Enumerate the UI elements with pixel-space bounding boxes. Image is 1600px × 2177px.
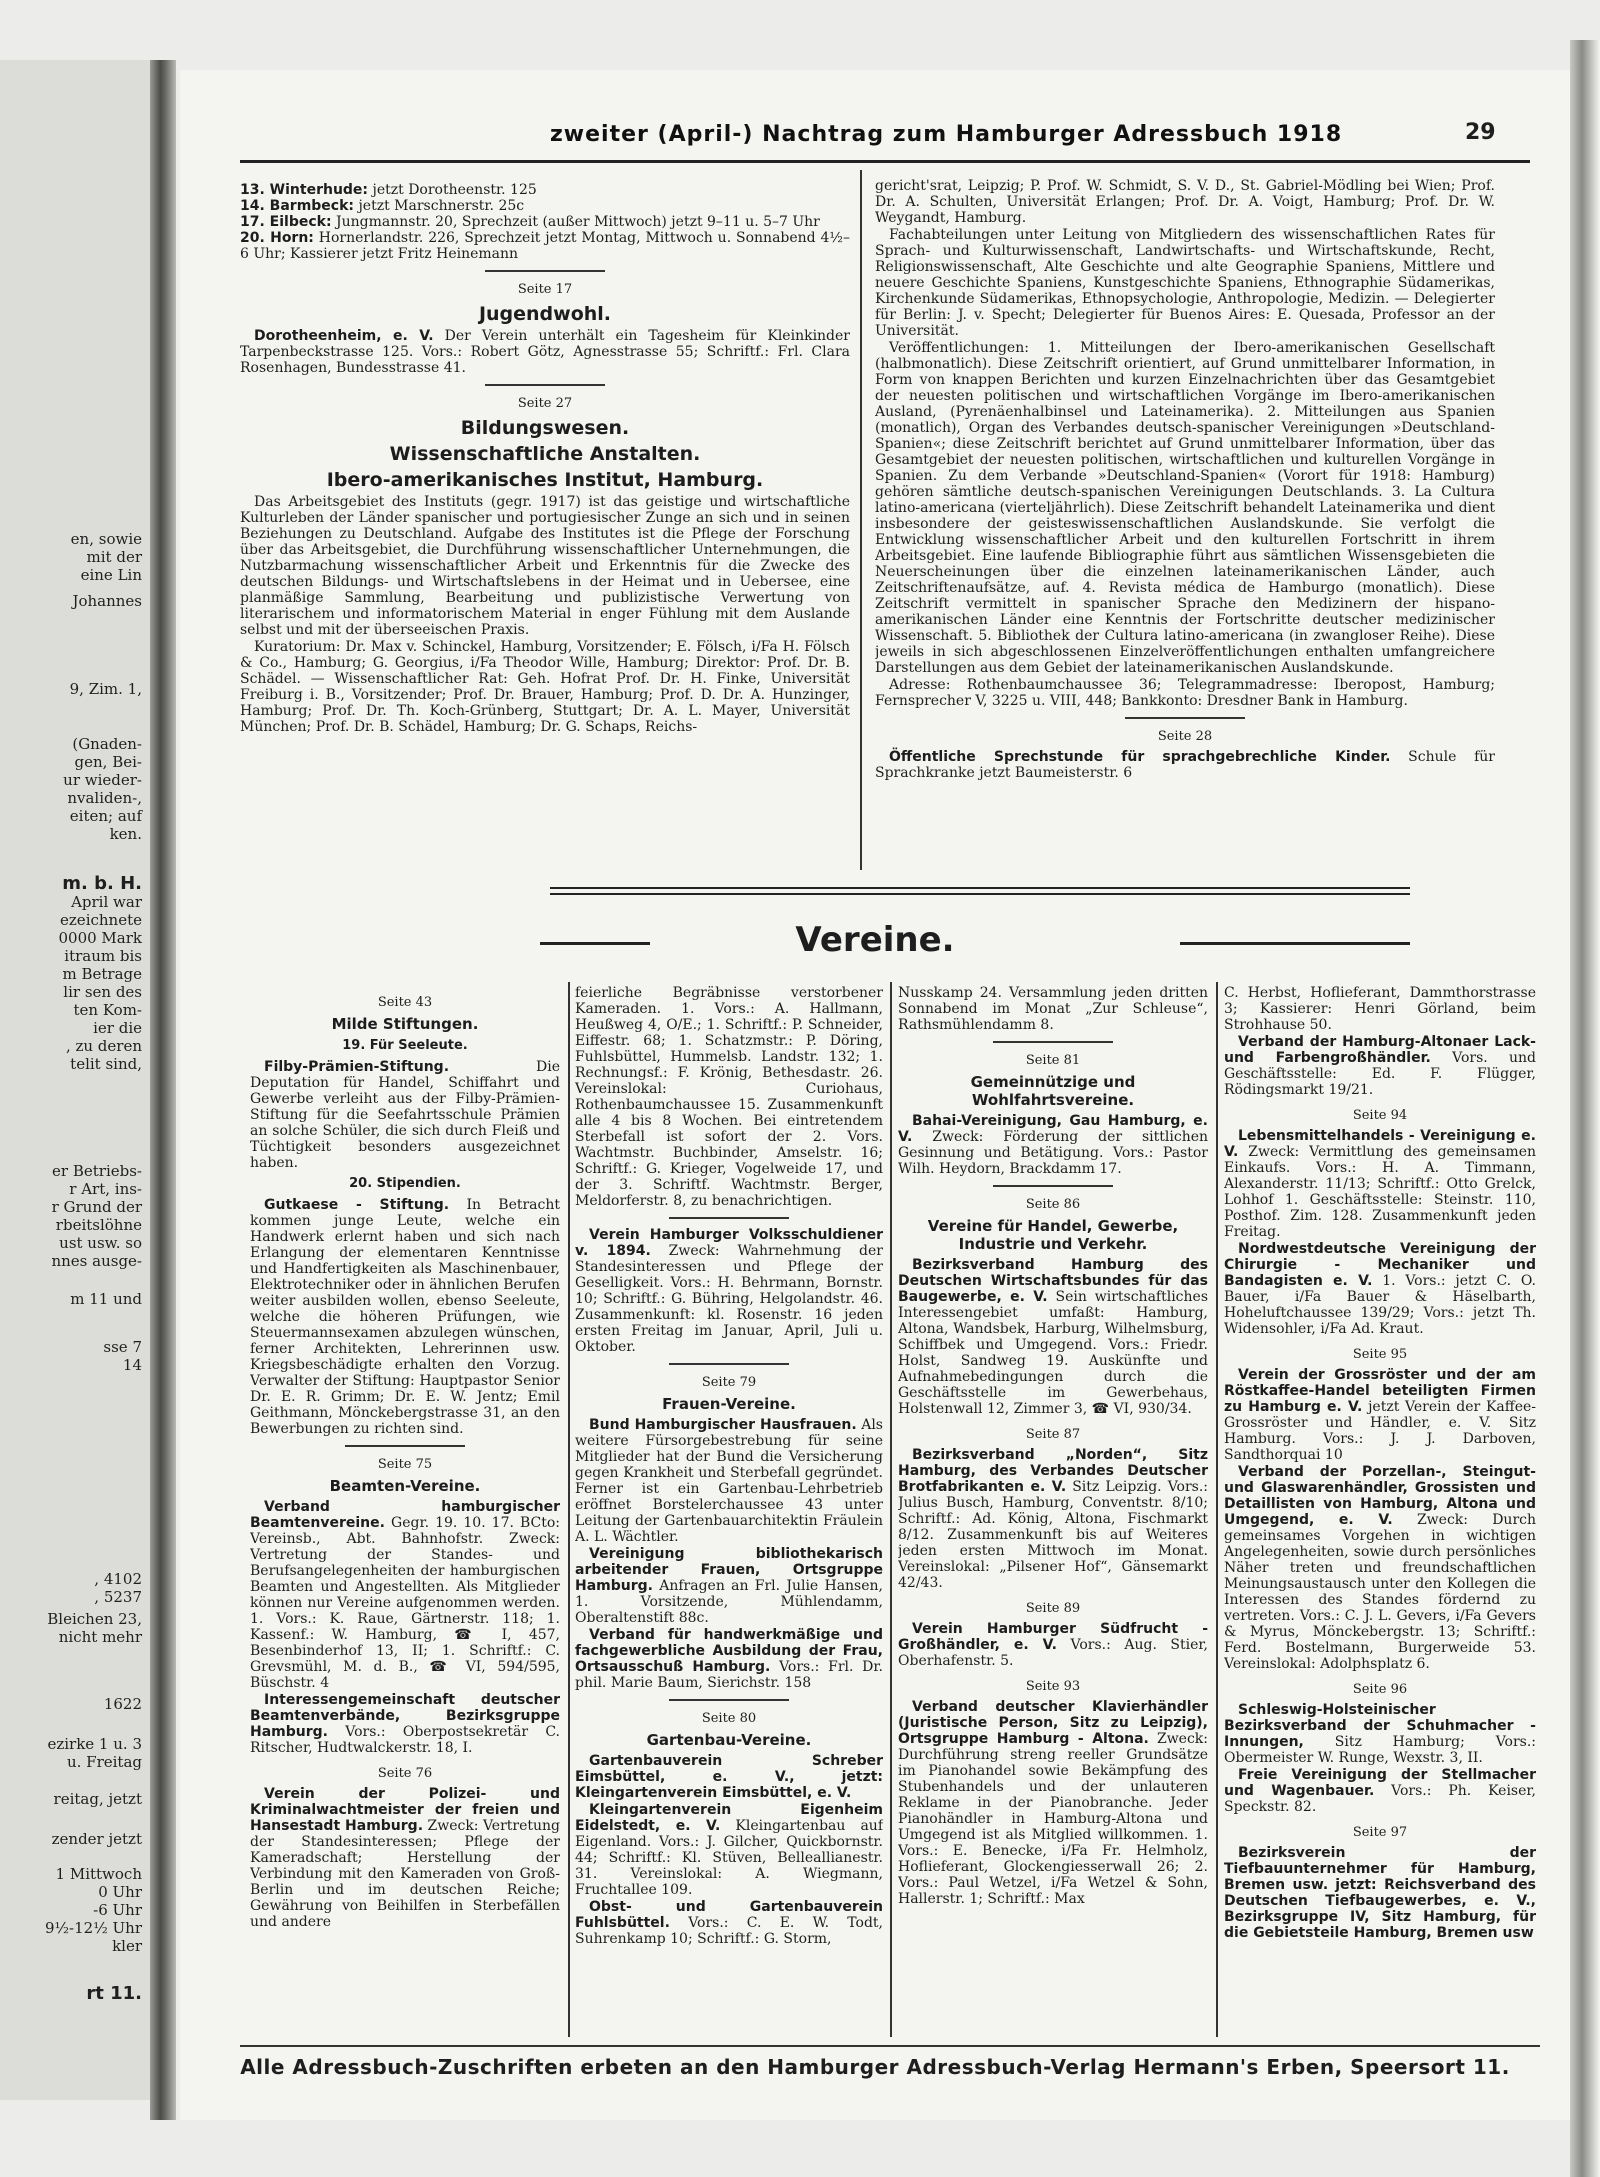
page-reference: Seite 79 [701,1375,757,1390]
adjacent-page-text: u. Freitag [66,1753,142,1771]
column-divider [1216,982,1218,2037]
adjacent-page-text: er Betriebs- [52,1162,142,1180]
double-rule [550,887,1410,895]
adjacent-page-text: m Betrage [62,965,142,983]
adjacent-page-strip [0,60,150,2100]
entry: Nordwestdeutsche Vereinigung der Chirurgie - Mechaniker und Bandagisten e. V. 1. Vors.: jetzt C. O. Bauer, i/Fa Bauer & Häselbarth, Hoheluftchaussee 139/29; Vors.: jetzt Th. Widensohler, i/Fa Ad. Kraut. [1224,1241,1536,1337]
section-heading: Milde Stiftungen. [331,1015,479,1033]
adjacent-page-text: 0 Uhr [98,1883,142,1901]
column-divider [860,170,862,870]
adjacent-page-text: en, sowie [70,530,142,548]
subsection-heading: 20. Stipendien. [349,1176,461,1191]
page-edge [1570,40,1600,2177]
footer-notice: Alle Adressbuch-Zuschriften erbeten an den Hamburger Adressbuch-Verlag Hermann's Erben, Speersort 11. [240,2055,1510,2079]
page-reference: Seite 86 [1025,1197,1081,1212]
entry: Gutkaese - Stiftung. In Betracht kommen junge Leute, welche ein Handwerk erlernt haben und sich nach Erlangung der elementaren Kenntnisse und Handfertigkeiten als Maschinenbauer, Elektrotechniker oder in ähnlichen Berufen weiter ausbilden wollen, ebenso Seeleute, welche die höheren Prüfungen, wie Steuermannsexamen abzulegen wünschen, ferner Architekten, Lehrerinnen usw. Kriegsbeschädigte erhalten den Vorzug. Verwalter der Stiftung: Hauptpastor Senior Dr. E. R. Grimm; Dr. E. W. Jentz; Emil Geithmann, Mönckebergstrasse 31, an den Bewerbungen zu richten sind. [250,1197,560,1437]
paragraph: Das Arbeitsgebiet des Instituts (gegr. 1917) ist das geistige und wirtschaftliche Kulturleben der Länder spanischer und portugiesischer Zunge an sich und in seinen Beziehungen zu Deutschland. Aufgabe des Institutes ist die Pflege der Forschung über das Arbeitsgebiet, die Durchführung wissenschaftlicher Unternehmungen, die Nutzbarmachung wissenschaftlicher Arbeit und Erkenntnis für die Zwecke des deutschen Bildungs- und Wirtschaftslebens in der Heimat und in Uebersee, eine planmäßige Sammlung, Bearbeitung und publizistische Verwertung von literarischem und informatorischem Material in enger Fühlung mit dem Auslande selbst und mit der überseeischen Praxis. [240,494,850,638]
title-rule-right [1180,942,1410,945]
adjacent-page-text: r Grund der [51,1198,142,1216]
section-heading: Ibero-amerikanisches Institut, Hamburg. [326,469,764,491]
adjacent-page-text: m 11 und [70,1290,142,1308]
entry: Verein Hamburger Volksschuldiener v. 1894. Zweck: Wahrnehmung der Standesinteressen und Pflege der Geselligkeit. Vors.: H. Behrmann, Bornstr. 10; Schriftf.: G. Bühring, Helgolandstr. 46. Zusammenkunft: kl. Rosenstr. 16 jeden ersten Freitag im Januar, April, Juli u. Oktober. [575,1227,883,1355]
page-reference: Seite 81 [1025,1053,1081,1068]
entry: Verband der Hamburg-Altonaer Lack- und Farbengroßhändler. Vors. und Geschäftsstelle: Ed. F. Flügger, Rödingsmarkt 19/21. [1224,1034,1536,1098]
entry: Kleingartenverein Eigenheim Eidelstedt, e. V. Kleingartenbau auf Eigenland. Vors.: J. Gilcher, Quickbornstr. 44; Schriftf.: Kl. Stüven, Belleallianestr. 31. Vereinslokal: A. Wiegmann, Fruchtallee 109. [575,1802,883,1898]
adjacent-page-text: 1622 [103,1695,142,1713]
adjacent-page-text: reitag, jetzt [53,1790,142,1808]
running-header: zweiter (April-) Nachtrag zum Hamburger Adressbuch 1918 [550,122,1343,147]
section-heading: Beamten-Vereine. [329,1477,481,1495]
list-item: 17. Eilbeck: Jungmannstr. 20, Sprechzeit (außer Mittwoch) jetzt 9–11 u. 5–7 Uhr [240,214,820,230]
adjacent-page-text: ezeichnete [60,911,142,929]
paragraph: feierliche Begräbnisse verstorbener Kameraden. 1. Vors.: A. Hallmann, Heußweg 4, O/E.; 1. Schriftf.: P. Schneider, Eiffestr. 68; 1. Schatzmstr.: P. Döring, Fuhlsbüttel, Hummelsb. Landstr. 132; 1. Rechnungsf.: F. Krönig, Bethesdastr. 26. Vereinslokal: Curiohaus, Rothenbaumchaussee 15. Zusammenkunft alle 4 bis 8 Wochen. Bei eintretendem Sterbefall ist sofort der 2. Vors. Wachtmstr. Buchbinder, Amselstr. 16; Schriftf.: G. Krieger, Vogelweide 17, und der 3. Schriftf. Wachtmstr. Berger, Meldorferstr. 8, zu benachrichtigen. [575,985,883,1209]
entry: Interessengemeinschaft deutscher Beamtenverbände, Bezirksgruppe Hamburg. Vors.: Oberpostsekretär C. Ritscher, Hudtwalckerstr. 18, I. [250,1692,560,1756]
adjacent-page-text: (Gnaden- [72,735,142,753]
adjacent-page-text: m. b. H. [62,873,142,894]
adjacent-page-text: ier die [93,1019,142,1037]
page-reference: Seite 87 [1025,1427,1081,1442]
book-binding [150,60,176,2120]
adjacent-page-text: Bleichen 23, [47,1610,142,1628]
page-reference: Seite 95 [1352,1347,1408,1362]
page-reference: Seite 89 [1025,1601,1081,1616]
adjacent-page-text: nnes ausge- [51,1252,142,1270]
adjacent-page-text: rt 11. [86,1983,142,2004]
page-reference: Seite 96 [1352,1682,1408,1697]
adjacent-page-text: Johannes [72,592,142,610]
section-heading: Wissenschaftliche Anstalten. [389,443,701,465]
section-heading: Gemeinnützige und Wohlfahrtsvereine. [970,1073,1136,1109]
section-rule [345,1445,465,1447]
entry: Filby-Prämien-Stiftung. Die Deputation für Handel, Schiffahrt und Gewerbe verleiht aus der Filby-Prämien-Stiftung für die Seefahrtsschule Prämien an solche Schüler, die sich durch Fleiß und Tüchtigkeit besonders ausgezeichnet haben. [250,1059,560,1171]
section-rule [1125,717,1245,719]
vereine-column-4 [1224,985,1536,2035]
adjacent-page-text: nicht mehr [58,1628,142,1646]
page-reference: Seite 93 [1025,1679,1081,1694]
list-item: 20. Horn: Hornerlandstr. 226, Sprechzeit jetzt Montag, Mittwoch u. Sonnabend 4½–6 Uhr; Kassierer jetzt Fritz Heinemann [240,230,850,262]
subsection-heading: 19. Für Seeleute. [342,1038,468,1053]
adjacent-page-text: telit sind, [70,1055,142,1073]
adjacent-page-text: 0000 Mark [58,929,142,947]
top-right-column [875,178,1495,878]
entry: Verband deutscher Klavierhändler (Juristische Person, Sitz zu Leipzig), Ortsgruppe Hamburg - Altona. Zweck: Durchführung streng reeller Grundsätze im Pianohandel sowie Bekämpfung des Stubenhandels und der unlauteren Reklame in der Pianobranche. Jeder Pianohändler in Hamburg-Altona und Umgegend ist als Mitglied willkommen. 1. Vors.: E. Benecke, i/Fa Fr. Helmholz, Hoflieferant, Glockengiesserwall 26; 2. Vors.: Paul Wetzel, i/Fa Wetzel & Sohn, Hallerstr. 1; Schriftf.: Max [898,1699,1208,1907]
adjacent-page-text: 9½-12½ Uhr [44,1919,142,1937]
entry: Obst- und Gartenbauverein Fuhlsbüttel. Vors.: C. E. W. Todt, Suhrenkamp 10; Schriftf.: G. Storm, [575,1899,883,1947]
adjacent-page-text: lir sen des [63,983,142,1001]
entry: Verein der Grossröster und der am Röstkaffee-Handel beteiligten Firmen zu Hamburg e. V. jetzt Verein der Kaffee-Grossröster und Händler, e. V. Sitz Hamburg. Vors.: J. J. Darboven, Sandthorquai 10 [1224,1367,1536,1463]
entry: Verein Hamburger Südfrucht - Großhändler, e. V. Vors.: Aug. Stier, Oberhafenstr. 5. [898,1621,1208,1669]
paragraph: gericht'srat, Leipzig; P. Prof. W. Schmidt, S. V. D., St. Gabriel-Mödling bei Wien; Prof. Dr. A. Schulten, Universität Erlangen; Prof. Dr. A. Voigt, Hamburg; Prof. Dr. W. Weygandt, Hamburg. [875,178,1495,226]
entry: Vereinigung bibliothekarisch arbeitender Frauen, Ortsgruppe Hamburg. Anfragen an Frl. Julie Hansen, 1. Vorsitzende, Mühlendamm, Oberaltenstift 88c. [575,1546,883,1626]
document-page [180,70,1570,2120]
section-heading: Bildungswesen. [460,417,630,439]
page-reference: Seite 94 [1352,1108,1408,1123]
page-reference: Seite 43 [377,995,433,1010]
entry: Bahai-Vereinigung, Gau Hamburg, e. V. Zweck: Förderung der sittlichen Gesinnung und Betätigung. Vors.: Pastor Wilh. Heydorn, Brackdamm 17. [898,1113,1208,1177]
entry: Öffentliche Sprechstunde für sprachgebrechliche Kinder. Schule für Sprachkranke jetzt Baumeisterstr. 6 [875,749,1495,781]
entry: Bezirksverband „Norden“, Sitz Hamburg, des Verbandes Deutscher Brotfabrikanten e. V. Sitz Leipzig. Vors.: Julius Busch, Hamburg, Conventstr. 8/10; Schriftf.: Ad. König, Altona, Fischmarkt 8/12. Zusammenkunft bis auf Weiteres jeden ersten Mittwoch im Monat. Vereinslokal: „Pilsener Hof“, Gänsemarkt 42/43. [898,1447,1208,1591]
column-divider [568,982,570,2037]
page-reference: Seite 27 [517,396,573,411]
top-left-column [240,182,850,872]
vereine-column-1 [250,985,560,2035]
page-reference: Seite 17 [517,282,573,297]
adjacent-page-text: rbeitslöhne [55,1216,142,1234]
entry: Freie Vereinigung der Stellmacher und Wagenbauer. Vors.: Ph. Keiser, Speckstr. 82. [1224,1767,1536,1815]
adjacent-page-text: kler [112,1937,142,1955]
vereine-heading: Vereine. [650,920,1100,960]
adjacent-page-text: 9, Zim. 1, [69,680,142,698]
adjacent-page-text: , 5237 [94,1588,142,1606]
adjacent-page-text: itraum bis [64,947,142,965]
adjacent-page-text: ezirke 1 u. 3 [47,1735,142,1753]
header-rule [240,160,1530,163]
adjacent-page-text: gen, Bei- [74,753,142,771]
page-reference: Seite 80 [701,1711,757,1726]
section-rule [993,1041,1113,1043]
section-rule [485,270,605,272]
adjacent-page-text: eiten; auf [69,807,142,825]
page-reference: Seite 28 [1157,729,1213,744]
section-heading: Frauen-Vereine. [662,1395,796,1413]
entry: Verband für handwerkmäßige und fachgewerbliche Ausbildung der Frau, Ortsausschuß Hamburg. Vors.: Frl. Dr. phil. Marie Baum, Sierichstr. 158 [575,1627,883,1691]
page-reference: Seite 75 [377,1457,433,1472]
entry: Schleswig-Holsteinischer Bezirksverband der Schuhmacher - Innungen, Sitz Hamburg; Vors.: Obermeister W. Runge, Wexstr. 3, II. [1224,1702,1536,1766]
section-heading: Gartenbau-Vereine. [646,1731,812,1749]
page-reference: Seite 76 [377,1766,433,1781]
adjacent-page-text: sse 7 [103,1338,142,1356]
paragraph: Fachabteilungen unter Leitung von Mitgliedern des wissenschaftlichen Rates für Sprach- und Kulturwissenschaft, Landwirtschafts- und Wirtschaftskunde, Recht, Religionswissenschaft, Alte Geschichte und alte Geographie Spaniens, Mittlere und neuere Geschichte Spaniens, Kunstgeschichte Spaniens, Ethnographie Südamerikas, Kirchenkunde Südamerikas, Ethnopsychologie, Anthropologie, Medizin. — Delegierter für Berlin: J. v. Specht; Delegierter für Buenos Aires: E. Quesada, Professor an der Universität. [875,227,1495,339]
adjacent-page-text: zender jetzt [51,1830,142,1848]
adjacent-page-text: , 4102 [94,1570,142,1588]
adjacent-page-text: r Art, ins- [69,1180,142,1198]
entry: Verband der Porzellan-, Steingut- und Glaswarenhändler, Grossisten und Detaillisten von Hamburg, Altona und Umgegend, e. V. Zweck: Durch gemeinsames Vorgehen in wichtigen Angelegenheiten, sowie durch persönliches Näher treten und freundschaftlichen Meinungsaustausch unter den Kollegen die Interessen des Standes fördernd zu vertreten. Vors.: C. J. L. Gevers, i/Fa Gevers & Myrus, Mönckebergstr. 13; Schriftf.: Ferd. Bostelmann, Burgerweide 53. Vereinslokal: Adolphsplatz 6. [1224,1464,1536,1672]
paragraph: Adresse: Rothenbaumchaussee 36; Telegrammadresse: Iberopost, Hamburg; Fernsprecher V, 3225 u. VIII, 448; Bankkonto: Dresdner Bank in Hamburg. [875,677,1495,709]
paragraph: Kuratorium: Dr. Max v. Schinckel, Hamburg, Vorsitzender; E. Fölsch, i/Fa H. Fölsch & Co., Hamburg; G. Georgius, i/Fa Theodor Wille, Hamburg; Direktor: Prof. Dr. B. Schädel. — Wissenschaftlicher Rat: Geh. Hofrat Prof. Dr. H. Finke, Universität Freiburg i. B., Vorsitzender; Prof. Dr. Brauer, Hamburg; Prof. D. Dr. A. Hunzinger, Hamburg; Prof. Dr. Th. Koch-Grünberg, Stuttgart; Dr. A. L. Mayer, Universität München; Prof. Dr. B. Schädel, Hamburg; Dr. G. Schaps, Reichs- [240,639,850,735]
district-list [240,182,850,262]
entry: Bund Hamburgischer Hausfrauen. Als weitere Fürsorgebestrebung für seine Mitglieder hat der Bund die Versicherung gegen Krankheit und Sterbefall gegründet. Ferner ist ein Gartenbau-Lehrbetrieb eröffnet Borstelerchaussee 43 unter Leitung der Gartenbauarchitektin Fräulein A. L. Wächtler. [575,1417,883,1545]
adjacent-page-text: ken. [109,825,142,843]
adjacent-page-text: ur wieder- [63,771,142,789]
entry: Bezirksverein der Tiefbauunternehmer für Hamburg, Bremen usw. jetzt: Reichsverband des Deutschen Tiefbaugewerbes, e. V., Bezirksgruppe IV, Sitz Hamburg, für die Gebietsteile Hamburg, Bremen usw [1224,1845,1536,1941]
adjacent-page-text: mit der [86,548,142,566]
section-rule [669,1699,789,1701]
section-rule [669,1363,789,1365]
adjacent-page-text: ten Kom- [73,1001,142,1019]
adjacent-page-text: 1 Mittwoch [55,1865,142,1883]
adjacent-page-text: April war [71,893,142,911]
list-item: 14. Barmbeck: jetzt Marschnerstr. 25c [240,198,525,214]
vereine-column-3 [898,985,1208,2035]
section-rule [669,1217,789,1219]
column-divider [890,982,892,2037]
paragraph: Veröffentlichungen: 1. Mitteilungen der Ibero-amerikanischen Gesellschaft (halbmonatlich). Diese Zeitschrift orientiert, auf Grund unmittelbarer Information, in Form von knappen Berichten und kurzen Einzelnachrichten über das Gesamtgebiet der neuesten politischen und wirtschaftlichen Vorgänge im Ibero-amerikanischen Ausland, (Pyrenäenhalbinsel und Lateinamerika). 2. Mitteilungen aus Spanien (monatlich), Organ des Verbandes deutsch-spanischer Vereinigungen »Deutschland-Spanien«; diese Zeitschrift berichtet auf Grund unmittelbarer Information, über das Gesamtgebiet der neuesten politischen, wirtschaftlichen und kulturellen Vorgänge in Spanien. Zu dem Verbande »Deutschland-Spanien« (Vorort für 1918: Hamburg) gehören sämtliche deutsch-spanischen Vereinigungen Deutschlands. 3. La Cultura latino-americana (vierteljährlich). Diese Zeitschrift behandelt Lateinamerika und dient insbesondere der geisteswissenschaftlichen Auslandskunde. Sie verfolgt die Entwicklung wissenschaftlicher Arbeit und den kulturellen Fortschritt in ihrem Arbeitsgebiet. Eine laufende Bibliographie führt aus sämtlichen Wissensgebieten die Neuerscheinungen über die einzelnen lateinamerikanischen Länder, auch Zeitschriftenaufsätze, auf. 4. Revista médica de Hamburgo (monatlich). Diese Zeitschrift vermittelt in spanischer Sprache den Medizinern der hispano-amerikanischen Länder eine Kenntnis der Fortschritte deutscher medizinischer Wissenschaft. 5. Bibliothek der Cultura latino-americana (in zwangloser Reihe). Diese jeweils in sich abgeschlossenen Einzelveröffentlichungen enthalten umfangreichere Darstellungen aus dem Gebiet der lateinamerikanischen Auslandskunde. [875,340,1495,676]
paragraph: C. Herbst, Hoflieferant, Dammthorstrasse 3; Kassierer: Henri Görland, beim Strohhause 50. [1224,985,1536,1033]
adjacent-page-text: nvaliden-, [67,789,142,807]
entry: Lebensmittelhandels - Vereinigung e. V. Zweck: Vermittlung des gemeinsamen Einkaufs. Vors.: H. A. Timmann, Alexanderstr. 11/13; Schriftf.: Otto Grelck, Lohhof 1. Geschäftsstelle: Steinstr. 110, Posthof. Zim. 128. Zusammenkunft jeden Freitag. [1224,1128,1536,1240]
section-rule [993,1185,1113,1187]
vereine-column-2 [575,985,883,2035]
section-rule [485,384,605,386]
adjacent-page-text: 14 [122,1356,142,1374]
list-item: 13. Winterhude: jetzt Dorotheenstr. 125 [240,182,537,198]
adjacent-page-text: -6 Uhr [93,1901,142,1919]
adjacent-page-text: , zu deren [65,1037,142,1055]
footer-rule [240,2045,1540,2047]
section-heading: Jugendwohl. [478,303,612,325]
page-reference: Seite 97 [1352,1825,1408,1840]
entry: Bezirksverband Hamburg des Deutschen Wirtschaftsbundes für das Baugewerbe, e. V. Sein wirtschaftliches Interessengebiet umfaßt: Hamburg, Altona, Wandsbek, Harburg, Wilhelmsburg, Schiffbek und Umgegend. Vors.: Friedr. Holst, Sandweg 19. Auskünfte und Aufnahmebedingungen durch die Geschäftsstelle im Gewerbehaus, Holstenwall 12, Zimmer 3, ☎ VI, 930/34. [898,1257,1208,1417]
entry: Verband hamburgischer Beamtenvereine. Gegr. 19. 10. 17. BCto: Vereinsb., Abt. Bahnhofstr. Zweck: Vertretung der Standes- und Berufsangelegenheiten der hamburgischen Beamten und Angestellten. Als Mitglieder können nur Vereine aufgenommen werden. 1. Vors.: K. Raue, Gärtnerstr. 118; 1. Kassenf.: W. Hamburg, ☎ I, 457, Besenbinderhof 13, II; 1. Schriftf.: C. Grevsmühl, M. d. B., ☎ VI, 594/595, Büschstr. 4 [250,1499,560,1691]
page-number: 29 [1465,120,1496,145]
paragraph: Nusskamp 24. Versammlung jeden dritten Sonnabend im Monat „Zur Schleuse“, Rathsmühlendamm 8. [898,985,1208,1033]
entry: Verein der Polizei- und Kriminalwachtmeister der freien und Hansestadt Hamburg. Zweck: Vertretung der Standesinteressen; Pflege der Kameradschaft; Herstellung der Verbindung mit den Kameraden von Groß-Berlin und im deutschen Reiche; Gewährung von Beihilfen in Sterbefällen und andere [250,1786,560,1930]
entry: Dorotheenheim, e. V. Der Verein unterhält ein Tagesheim für Kleinkinder Tarpenbeckstrasse 125. Vors.: Robert Götz, Agnesstrasse 55; Schriftf.: Frl. Clara Rosenhagen, Bundesstrasse 41. [240,328,850,376]
adjacent-page-text: ust usw. so [59,1234,142,1252]
adjacent-page-text: eine Lin [80,566,142,584]
section-heading: Vereine für Handel, Gewerbe, Industrie und Verkehr. [927,1217,1179,1253]
entry: Gartenbauverein Schreber Eimsbüttel, e. V., jetzt: Kleingartenverein Eimsbüttel, e. V. [575,1753,883,1801]
